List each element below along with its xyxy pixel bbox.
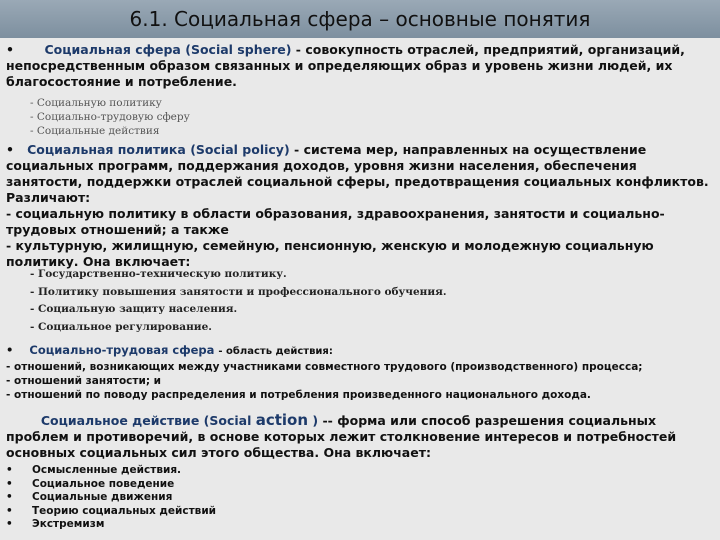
bullet: • [6, 464, 13, 476]
policy-item: - Государственно-техническую политику. [30, 268, 287, 280]
bullet: • [6, 504, 13, 517]
labor-bullet: • [6, 343, 14, 357]
sphere-term: Социальная сфера [44, 42, 181, 57]
sphere-paragraph [6, 42, 716, 90]
action-en-big: action [255, 411, 309, 429]
policy-en: (Social policy) [190, 142, 290, 157]
labor-definition: - область действия: [218, 346, 333, 357]
list-item [6, 464, 216, 478]
action-item: Социальные движения [32, 491, 173, 503]
action-en-close: ) [312, 413, 319, 428]
list-item [6, 505, 216, 519]
slide-content [0, 38, 720, 540]
labor-line: - отношений по поводу распределения и потребления произведенного национального дохода. [6, 389, 591, 401]
sphere-item: - Социальные действия [30, 125, 160, 137]
page-title: 6.1. Социальная сфера – основные понятия [129, 7, 591, 31]
action-item: Экстремизм [32, 518, 105, 530]
sphere-bullet: • [6, 42, 14, 57]
action-item: Социальное поведение [32, 477, 175, 490]
policy-item: - Социальную защиту населения. [30, 303, 238, 315]
policy-paragraph [6, 142, 716, 270]
sphere-item: - Социальную политику [30, 97, 162, 109]
action-term: Социальное действие [40, 413, 200, 428]
sphere-item: - Социально-трудовую сферу [30, 111, 190, 123]
labor-line: - отношений занятости; и [6, 375, 162, 387]
list-item [6, 478, 216, 492]
labor-paragraph [6, 342, 716, 360]
action-list [6, 464, 216, 532]
policy-term: Социальная политика [27, 142, 186, 157]
sphere-definition: - совокупность отраслей, предприятий, организаций, непосредственным образом связанных и определяющих образ и уровень жизни людей, их благосостояние и потребление. [6, 42, 685, 89]
bullet: • [6, 477, 13, 490]
policy-line-1: - социальную политику в области образования, здравоохранения, занятости и социально-трудовых отношений; а также [6, 206, 665, 237]
policy-item: - Социальное регулирование. [30, 320, 212, 333]
action-definition: -- форма или способ разрешения социальных проблем и противоречий, в основе которых лежит столкновение интересов и потребностей основных социальных сил этого общества. Она включает: [6, 413, 677, 460]
labor-term: Социально-трудовая сфера [29, 343, 215, 357]
title-bar [0, 0, 720, 38]
action-paragraph [6, 412, 716, 461]
policy-distinguish: Различают: [6, 190, 91, 205]
list-item [6, 518, 216, 532]
policy-line-2: - культурную, жилищную, семейную, пенсионную, женскую и молодежную социальную политику. Она включает: [6, 238, 654, 269]
action-en: (Social [203, 413, 252, 428]
sphere-en: (Social sphere) [185, 42, 292, 57]
bullet: • [6, 518, 13, 530]
policy-definition: - система мер, направленных на осуществление социальных программ, поддержания доходов, уровня жизни населения, обеспечения занятости, поддержки отраслей социальной сферы, предотвращения социальных конфликтов. [6, 142, 709, 189]
labor-line: - отношений, возникающих между участниками совместного трудового (производственного) процесса; [6, 361, 643, 373]
bullet: • [6, 491, 13, 503]
policy-list [30, 266, 447, 336]
action-item: Осмысленные действия. [32, 464, 182, 476]
labor-lines [6, 360, 642, 402]
sphere-list [30, 96, 190, 138]
list-item [6, 491, 216, 505]
action-item: Теорию социальных действий [32, 504, 217, 517]
policy-bullet: • [6, 142, 14, 157]
policy-item: - Политику повышения занятости и профессионального обучения. [30, 285, 447, 298]
